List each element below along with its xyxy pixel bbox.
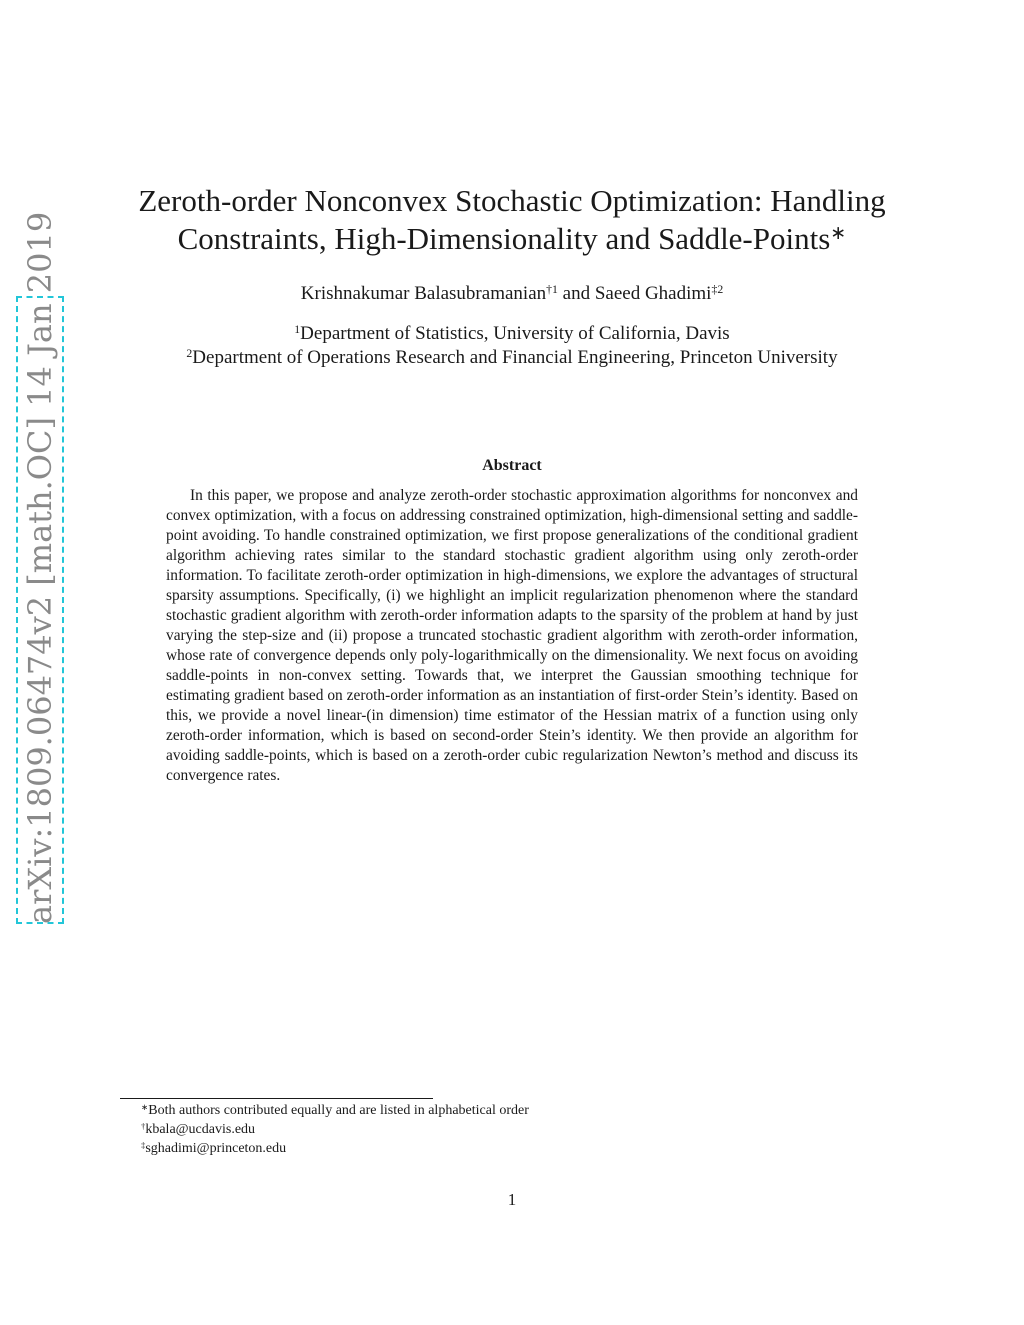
affiliation-2-text: Department of Operations Research and Financial Engineering, Princeton University xyxy=(192,347,838,368)
abstract-heading: Abstract xyxy=(482,457,542,474)
affiliation-1-text: Department of Statistics, University of California, Davis xyxy=(300,323,730,344)
page-number: 1 xyxy=(507,1190,517,1209)
affiliation-1-mark: 1 xyxy=(294,323,301,337)
affiliation-1 xyxy=(110,322,914,346)
footnote-2-mark: † xyxy=(141,1120,146,1131)
arxiv-stamp xyxy=(16,211,64,924)
author-2-name: Saeed Ghadimi xyxy=(594,283,712,304)
author-2-marks: ‡2 xyxy=(711,283,724,297)
title-line-2-text: Constraints, High-Dimensionality and Saddle-Points xyxy=(177,221,831,256)
footnote-divider xyxy=(120,1098,433,1099)
footnote-3-mark: ‡ xyxy=(141,1139,146,1150)
title-line-1: Zeroth-order Nonconvex Stochastic Optimization: Handling xyxy=(138,183,886,218)
author-conjunction: and xyxy=(557,283,595,304)
author-list xyxy=(130,282,894,306)
title-footnote-mark: ∗ xyxy=(830,223,847,245)
arxiv-identifier: arXiv:1809.06474v2 [math.OC] 14 Jan 2019 xyxy=(21,211,59,924)
title-line-2 xyxy=(130,220,894,258)
affiliation-2 xyxy=(110,346,914,370)
footnote-2 xyxy=(141,1121,255,1139)
affiliation-2-mark: 2 xyxy=(186,347,193,361)
footnote-1 xyxy=(141,1102,529,1120)
footnote-3 xyxy=(141,1140,286,1158)
footnote-3-email: sghadimi@princeton.edu xyxy=(145,1141,287,1156)
author-1-marks: †1 xyxy=(546,283,558,297)
paper-title xyxy=(130,182,894,258)
footnote-1-text: Both authors contributed equally and are listed in alphabetical order xyxy=(148,1103,529,1118)
author-1-name: Krishnakumar Balasubramanian xyxy=(300,283,547,304)
footnote-2-email: kbala@ucdavis.edu xyxy=(145,1122,256,1137)
abstract-body: In this paper, we propose and analyze zeroth-order stochastic approximation algorithms for nonconvex and convex optimization, with a focus on addressing constrained optimization, high-dimensional setting and saddle-point avoiding. To handle constrained optimization, we first propose generalizations of the conditional gradient algorithm achieving rates similar to the standard stochastic gradient algorithm using only zeroth-order information. To facilitate zeroth-order optimization in high-dimensions, we explore the advantages of structural sparsity assumptions. Specifically, (i) we highlight an implicit regularization phenomenon where the standard stochastic gradient algorithm with zeroth-order information adapts to the sparsity of the problem at hand by just varying the step-size and (ii) propose a truncated stochastic gradient algorithm with zeroth-order information, whose rate of convergence depends only poly-logarithmically on the dimensionality. We next focus on avoiding saddle-points in non-convex setting. Towards that, we interpret the Gaussian smoothing technique for estimating gradient based on zeroth-order information as an instantiation of first-order Stein’s identity. Based on this, we provide a novel linear-(in dimension) time estimator of the Hessian matrix of a function using only zeroth-order information, which is based on second-order Stein’s identity. We then provide an algorithm for avoiding saddle-points, which is based on a zeroth-order cubic regularization Newton’s method and discuss its convergence rates. xyxy=(166,487,858,784)
footnote-1-mark: ∗ xyxy=(141,1101,149,1112)
